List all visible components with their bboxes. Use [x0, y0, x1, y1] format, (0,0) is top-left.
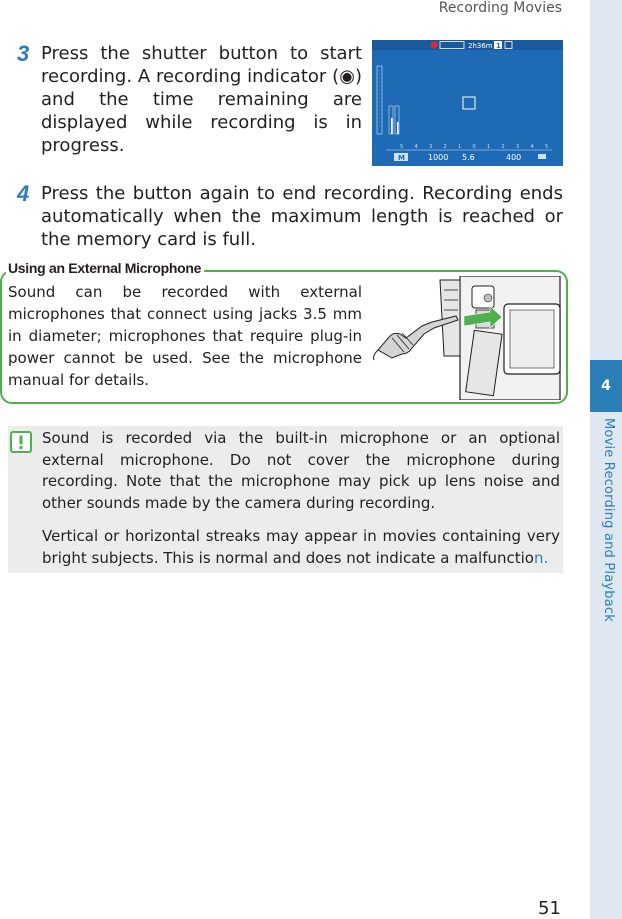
- note-paragraph-2-main: Vertical or horizontal streaks may appear in movies containing very bright subjects. This is normal and does not indicate a malfunctio: [42, 527, 560, 567]
- note-paragraph-1: Sound is recorded via the built-in microphone or an optional external microphone. Do not cover the microphone during recording. Note that the microphone may pick up lens noise and other sounds made by the camera during recording.: [42, 429, 560, 512]
- scale-label: 3: [429, 144, 433, 150]
- scale-label: 1: [487, 144, 491, 150]
- card-slot: 1: [496, 42, 501, 50]
- external-mic-title: Using an External Microphone: [6, 260, 204, 276]
- scale-label: 3: [516, 144, 520, 150]
- camera-microphone-jack-illustration: [372, 276, 562, 400]
- step-3-number: 3: [17, 41, 30, 66]
- recording-screen-illustration: [372, 40, 563, 166]
- external-mic-text: Sound can be recorded with external microphones that connect using jacks 3.5 mm in diameter; microphones that require plug-in power cannot be used. See the microphone manual for details.: [8, 283, 362, 389]
- chapter-title: Movie Recording and Playback: [601, 418, 616, 622]
- time-remaining: 2h36m: [468, 42, 493, 50]
- caution-icon: [10, 431, 32, 453]
- page-number: 51: [538, 898, 561, 919]
- focus-frame: [463, 97, 475, 109]
- aperture: 5.6: [462, 153, 475, 162]
- scale-label: 1: [458, 144, 462, 150]
- note-paragraph-2: [42, 526, 560, 569]
- step-4-text: Press the button again to end recording. Recording ends automatically when the maximum length is reached or the memory card is full.: [41, 183, 563, 250]
- chapter-number-tab[interactable]: 4: [590, 360, 622, 412]
- scale-label: 0: [472, 144, 476, 150]
- running-header: Recording Movies: [438, 0, 562, 16]
- iso: 400: [506, 153, 522, 162]
- note-paragraph-2-tail[interactable]: n.: [533, 548, 549, 567]
- scale-label: 2: [443, 144, 447, 150]
- record-indicator-icon: [430, 41, 437, 48]
- scale-label: 2: [501, 144, 505, 150]
- shutter-speed: 1000: [428, 153, 449, 162]
- step-3-text: Press the shutter button to start recording. A recording indicator (◉) and the time remaining are displayed while recording is in progress.: [41, 43, 362, 156]
- scale-label: 5: [400, 144, 404, 150]
- step-4-number: 4: [17, 181, 30, 206]
- scale-label: 4: [414, 144, 418, 150]
- scale-label: 4: [530, 144, 534, 150]
- recording-display: [372, 40, 563, 166]
- scale-label: 5: [545, 144, 549, 150]
- exposure-mode: M: [398, 154, 405, 162]
